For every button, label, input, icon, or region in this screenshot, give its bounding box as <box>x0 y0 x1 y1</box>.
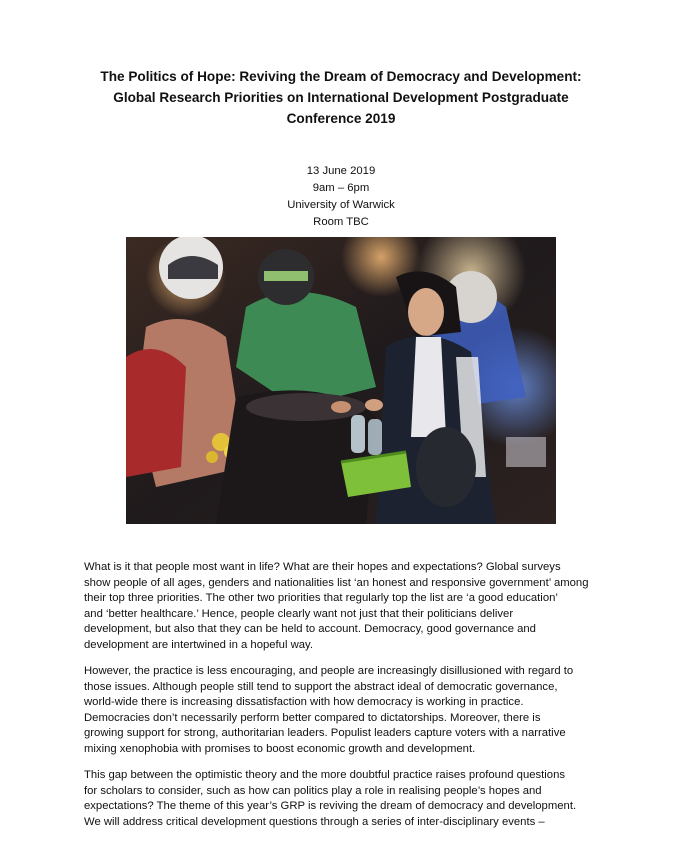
paragraph <box>84 560 604 653</box>
text-line: those issues. Although people still tend to support the abstract ideal of democratic governance, <box>84 680 558 693</box>
text-line: growing support for strong, authoritarian leaders. Populist leaders capture voters with a narrative <box>84 727 566 739</box>
event-venue: University of Warwick <box>287 199 395 211</box>
street-vendor-photo <box>126 237 556 524</box>
text-line: show people of all ages, genders and nationalities list ‘an honest and responsive government’ among <box>84 576 589 589</box>
text-line: development, but also that they can be held to account. Democracy, good governance and <box>84 623 536 635</box>
text-line: their top three priorities. The other two priorities that regularly top the list are ‘a good education’ <box>84 592 558 604</box>
text-line: We will address critical development questions through a series of inter-disciplinary events – <box>84 815 545 828</box>
text-line: development are intertwined in a hopeful way. <box>84 638 314 651</box>
text-line: What is it that people most want in life? What are their hopes and expectations? Global surveys <box>84 561 561 573</box>
text-line: Democracies don’t necessarily perform better compared to dictatorships. Moreover, there is <box>84 711 541 724</box>
text-line: mixing xenophobia with promises to boost economic growth and development. <box>84 742 476 755</box>
text-line: This gap between the optimistic theory and the more doubtful practice raises profound questions <box>84 769 566 781</box>
text-line: However, the practice is less encouraging, and people are increasingly disillusioned with regard to <box>84 665 574 677</box>
paragraph <box>84 768 604 830</box>
text-line: and ‘better healthcare.’ Hence, people clearly want not just that their politicians deliver <box>84 607 514 620</box>
text-line: expectations? The theme of this year’s GRP is reviving the dream of democracy and development. <box>84 800 577 812</box>
event-room: Room TBC <box>313 216 369 228</box>
text-line: world-wide there is increasing dissatisfaction with how democracy is working in practice. <box>84 696 524 708</box>
document-title <box>60 66 622 129</box>
body-text <box>84 560 604 841</box>
title-line: Global Research Priorities on International Development Postgraduate <box>113 90 569 105</box>
title-line: The Politics of Hope: Reviving the Dream of Democracy and Development: <box>100 69 582 84</box>
paragraph <box>84 664 604 757</box>
event-time: 9am – 6pm <box>312 182 370 194</box>
event-date: 13 June 2019 <box>306 165 376 177</box>
title-line: Conference 2019 <box>286 111 396 126</box>
event-details <box>0 163 682 231</box>
text-line: for scholars to consider, such as how can politics play a role in realising people’s hopes and <box>84 784 542 797</box>
